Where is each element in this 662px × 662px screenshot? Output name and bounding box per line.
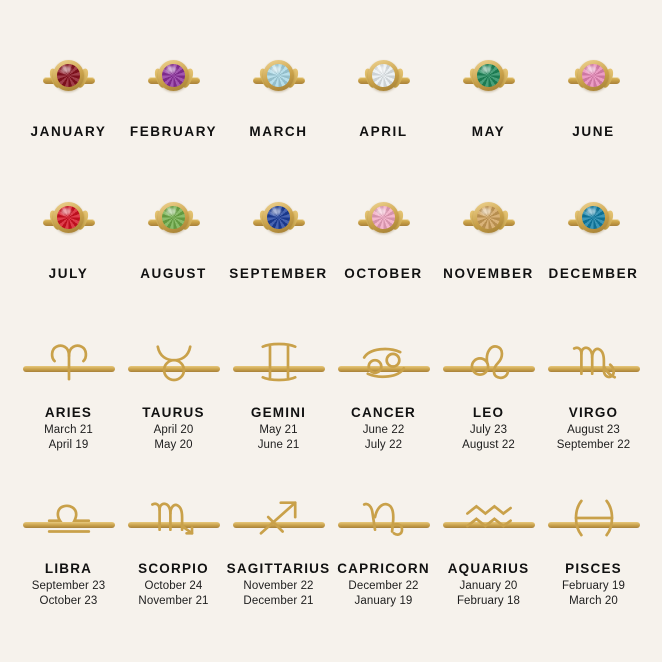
- sagittarius-icon: [252, 495, 306, 541]
- zodiac-row-second-half: [16, 489, 646, 609]
- zodiac-bracelet-cancer: [332, 333, 436, 391]
- zodiac-dates: [32, 579, 105, 609]
- birthstone-item[interactable]: [436, 186, 541, 281]
- zodiac-dates: [562, 579, 625, 609]
- scorpio-icon: [147, 495, 201, 541]
- gemstone-icon: [477, 206, 500, 229]
- month-label: JULY: [48, 266, 89, 281]
- ring-bezel-icon: [578, 202, 609, 233]
- zodiac-dates: [557, 423, 630, 453]
- zodiac-dates: [462, 423, 515, 453]
- pisces-icon: [567, 495, 621, 541]
- virgo-icon: [567, 339, 621, 385]
- zodiac-dates: [258, 423, 300, 453]
- zodiac-item[interactable]: [331, 489, 436, 609]
- zodiac-item[interactable]: [121, 489, 226, 609]
- zodiac-date-start: February 19: [561, 580, 626, 592]
- gemstone-icon: [57, 206, 80, 229]
- gemstone-icon: [162, 206, 185, 229]
- gemstone-icon: [372, 206, 395, 229]
- ring-bezel-icon: [158, 202, 189, 233]
- zodiac-date-end: September 22: [556, 439, 631, 451]
- zodiac-item[interactable]: [121, 333, 226, 453]
- zodiac-dates: [363, 423, 405, 453]
- zodiac-item[interactable]: [16, 489, 121, 609]
- zodiac-name: SCORPIO: [138, 561, 209, 576]
- birthstone-item[interactable]: [541, 44, 646, 139]
- zodiac-name: ARIES: [44, 405, 93, 420]
- taurus-icon: [147, 339, 201, 385]
- ring-bezel-icon: [53, 202, 84, 233]
- ring-october: [337, 186, 431, 248]
- birthstone-row-second-half: [16, 186, 646, 281]
- zodiac-name: LEO: [472, 405, 505, 420]
- zodiac-row-first-half: [16, 333, 646, 453]
- zodiac-name: LIBRA: [44, 561, 93, 576]
- zodiac-bracelet-libra: [17, 489, 121, 547]
- aquarius-icon: [462, 495, 516, 541]
- ring-april: [337, 44, 431, 106]
- zodiac-item[interactable]: [436, 333, 541, 453]
- ring-bezel-icon: [158, 60, 189, 91]
- month-label: DECEMBER: [548, 266, 639, 281]
- month-label: NOVEMBER: [443, 266, 534, 281]
- zodiac-date-start: March 21: [44, 424, 93, 436]
- zodiac-date-start: May 21: [259, 424, 298, 436]
- zodiac-dates: [154, 423, 194, 453]
- zodiac-dates: [44, 423, 93, 453]
- ring-bezel-icon: [53, 60, 84, 91]
- birthstone-item[interactable]: [331, 186, 436, 281]
- zodiac-item[interactable]: [436, 489, 541, 609]
- zodiac-name: CANCER: [351, 405, 416, 420]
- gemini-icon: [252, 339, 306, 385]
- zodiac-dates: [138, 579, 208, 609]
- ring-july: [22, 186, 116, 248]
- birthstone-item[interactable]: [331, 44, 436, 139]
- zodiac-bracelet-gemini: [227, 333, 331, 391]
- zodiac-name: TAURUS: [142, 405, 205, 420]
- birthstone-item[interactable]: [541, 186, 646, 281]
- ring-january: [22, 44, 116, 106]
- ring-bezel-icon: [368, 202, 399, 233]
- zodiac-date-start: January 20: [459, 580, 518, 592]
- gemstone-icon: [582, 206, 605, 229]
- zodiac-date-end: February 18: [456, 595, 521, 607]
- zodiac-date-start: October 24: [144, 580, 203, 592]
- zodiac-bracelet-virgo: [542, 333, 646, 391]
- zodiac-bracelet-scorpio: [122, 489, 226, 547]
- zodiac-date-end: March 20: [569, 595, 618, 607]
- ring-march: [232, 44, 326, 106]
- zodiac-date-end: July 22: [364, 439, 403, 451]
- birthstone-item[interactable]: [226, 44, 331, 139]
- ring-bezel-icon: [473, 202, 504, 233]
- zodiac-bracelet-aries: [17, 333, 121, 391]
- zodiac-date-end: December 21: [243, 595, 314, 607]
- zodiac-section: [16, 333, 646, 609]
- zodiac-date-end: January 19: [354, 595, 413, 607]
- zodiac-date-end: May 20: [154, 439, 193, 451]
- gemstone-icon: [267, 206, 290, 229]
- libra-icon: [42, 495, 96, 541]
- ring-bezel-icon: [473, 60, 504, 91]
- zodiac-date-start: September 23: [31, 580, 106, 592]
- zodiac-dates: [348, 579, 418, 609]
- birthstone-item[interactable]: [436, 44, 541, 139]
- month-label: MAY: [471, 124, 506, 139]
- zodiac-date-start: April 20: [153, 424, 194, 436]
- zodiac-date-end: April 19: [48, 439, 89, 451]
- month-label: APRIL: [359, 124, 408, 139]
- birthstone-item[interactable]: [226, 186, 331, 281]
- month-label: AUGUST: [140, 266, 207, 281]
- zodiac-bracelet-sagittarius: [227, 489, 331, 547]
- zodiac-item[interactable]: [226, 489, 331, 609]
- zodiac-item[interactable]: [541, 489, 646, 609]
- aries-icon: [42, 339, 96, 385]
- ring-november: [442, 186, 536, 248]
- zodiac-date-start: July 23: [469, 424, 508, 436]
- gemstone-icon: [267, 64, 290, 87]
- gemstone-icon: [582, 64, 605, 87]
- month-label: SEPTEMBER: [229, 266, 328, 281]
- zodiac-item[interactable]: [541, 333, 646, 453]
- capricorn-icon: [357, 495, 411, 541]
- zodiac-dates: [243, 579, 313, 609]
- birthstone-item[interactable]: [16, 186, 121, 281]
- ring-december: [547, 186, 641, 248]
- zodiac-item[interactable]: [16, 333, 121, 453]
- zodiac-name: CAPRICORN: [337, 561, 430, 576]
- zodiac-bracelet-capricorn: [332, 489, 436, 547]
- zodiac-name: SAGITTARIUS: [226, 561, 331, 576]
- zodiac-name: GEMINI: [250, 405, 307, 420]
- leo-icon: [462, 339, 516, 385]
- zodiac-date-start: June 22: [362, 424, 405, 436]
- zodiac-item[interactable]: [331, 333, 436, 453]
- month-label: MARCH: [249, 124, 308, 139]
- zodiac-bracelet-aquarius: [437, 489, 541, 547]
- zodiac-date-start: December 22: [348, 580, 419, 592]
- zodiac-dates: [457, 579, 520, 609]
- ring-bezel-icon: [263, 202, 294, 233]
- zodiac-bracelet-taurus: [122, 333, 226, 391]
- ring-august: [127, 186, 221, 248]
- zodiac-date-start: November 22: [243, 580, 314, 592]
- birthstone-row-first-half: [16, 44, 646, 139]
- ring-september: [232, 186, 326, 248]
- ring-june: [547, 44, 641, 106]
- zodiac-item[interactable]: [226, 333, 331, 453]
- gemstone-icon: [162, 64, 185, 87]
- gemstone-icon: [477, 64, 500, 87]
- gemstone-icon: [57, 64, 80, 87]
- zodiac-date-end: June 21: [257, 439, 300, 451]
- zodiac-bracelet-leo: [437, 333, 541, 391]
- zodiac-date-end: August 22: [462, 439, 515, 451]
- birthstone-item[interactable]: [121, 186, 226, 281]
- birthstone-item[interactable]: [16, 44, 121, 139]
- zodiac-name: AQUARIUS: [447, 561, 530, 576]
- ring-bezel-icon: [263, 60, 294, 91]
- zodiac-bracelet-pisces: [542, 489, 646, 547]
- zodiac-date-end: November 21: [138, 595, 209, 607]
- zodiac-name: PISCES: [565, 561, 622, 576]
- month-label: OCTOBER: [344, 266, 423, 281]
- month-label: FEBRUARY: [129, 124, 218, 139]
- month-label: JANUARY: [30, 124, 107, 139]
- zodiac-name: VIRGO: [568, 405, 619, 420]
- ring-february: [127, 44, 221, 106]
- ring-bezel-icon: [368, 60, 399, 91]
- ring-may: [442, 44, 536, 106]
- birthstone-item[interactable]: [121, 44, 226, 139]
- cancer-icon: [357, 339, 411, 385]
- month-label: JUNE: [572, 124, 615, 139]
- gemstone-icon: [372, 64, 395, 87]
- zodiac-date-end: October 23: [39, 595, 98, 607]
- ring-bezel-icon: [578, 60, 609, 91]
- zodiac-date-start: August 23: [567, 424, 620, 436]
